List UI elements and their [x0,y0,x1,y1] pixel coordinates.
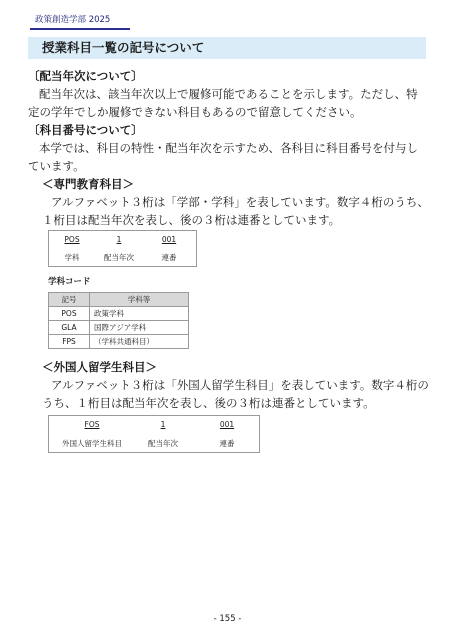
table-cell-code: FPS [49,335,90,349]
example-year: 1 [160,420,166,429]
haito-text-1: 配当年次は、該当年次以上で履修可能であることを示します。ただし、特 [39,87,418,101]
table-row [49,307,189,321]
table-cell-code: GLA [49,321,90,335]
gakka-code-title: 学科コード [48,277,91,287]
example-year-label: 配当年次 [104,253,134,262]
senmon-text-2: １桁目は配当年次を表し、後の３桁は連番としています。 [42,213,341,227]
example-year: 1 [116,235,122,244]
table-cell-name: 国際アジア学科 [90,321,189,335]
example-serial-label: 連番 [219,439,235,448]
section-banner: 授業科目一覧の記号について [28,37,426,59]
example-year-label: 配当年次 [148,439,178,448]
example-serial-label: 連番 [161,253,177,262]
example-code: POS [64,235,80,244]
bangou-heading: 〔科目番号について〕 [28,123,143,137]
senmon-heading: ＜専門教育科目＞ [42,177,134,191]
table-header-row [49,293,189,307]
bangou-text-2: ています。 [28,159,85,173]
haito-heading: 〔配当年次について〕 [28,69,143,83]
header-title: 政策創造学部 2025 [35,15,111,25]
senmon-text-1: アルファベット３桁は「学部・学科」を表しています。数字４桁のうち、 [51,195,429,209]
header-rule [30,28,130,30]
table-cell-code: POS [49,307,90,321]
example-code: FOS [84,420,100,429]
table-header: 記号 [49,293,90,307]
example-serial: 001 [161,235,177,244]
ryugaku-text-1: アルファベット３桁は「外国人留学生科目」を表しています。数字４桁の [51,378,429,392]
table-header: 学科等 [90,293,189,307]
ryugaku-heading: ＜外国人留学生科目＞ [42,360,157,374]
ryugaku-example-box [48,415,260,453]
example-code-label: 学科 [64,253,80,262]
table-cell-name: （学科共通科目） [90,335,189,349]
gakka-code-table [48,292,189,349]
table-row [49,321,189,335]
table-row [49,335,189,349]
page-number: - 155 - [213,614,242,624]
example-code-label: 外国人留学生科目 [62,439,122,448]
table-cell-name: 政策学科 [90,307,189,321]
example-serial: 001 [219,420,235,429]
haito-text-2: 定の学年でしか履修できない科目もあるので留意してください。 [28,105,362,119]
bangou-text-1: 本学では、科目の特性・配当年次を示すため、各科目に科目番号を付与し [39,141,419,155]
senmon-example-box [48,230,197,267]
ryugaku-text-2: うち、１桁目は配当年次を表し、後の３桁は連番としています。 [42,396,375,410]
